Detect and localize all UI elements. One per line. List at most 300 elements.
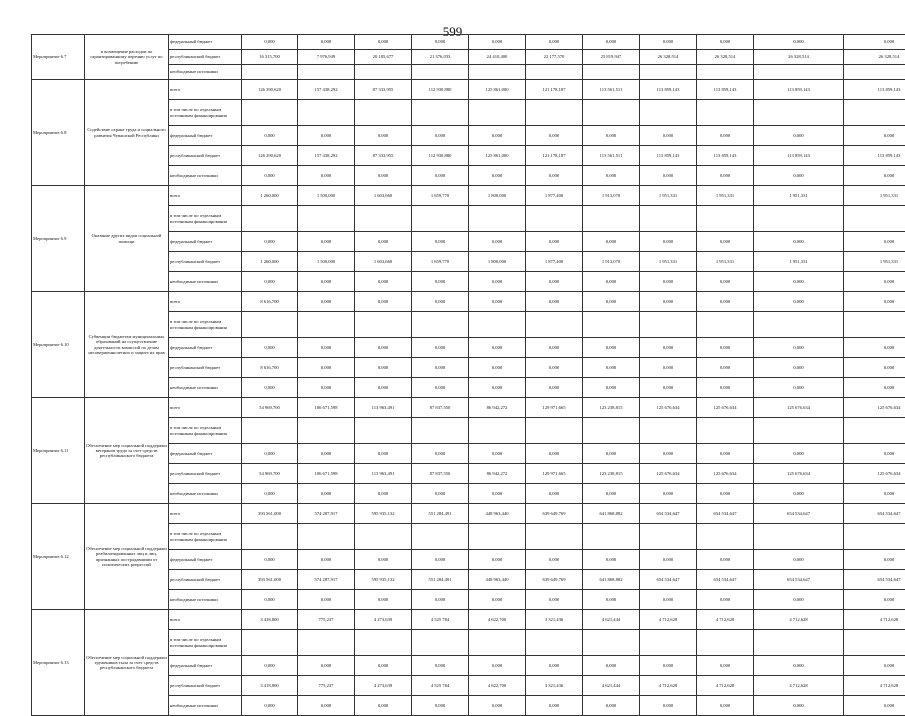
amount-cell: 0,000: [469, 166, 526, 186]
amount-cell: 0,000: [469, 272, 526, 292]
amount-cell: 125 861,000: [469, 146, 526, 166]
amount-cell: 4 712,628: [697, 676, 754, 696]
amount-cell: 4 712,628: [754, 676, 844, 696]
amount-cell: [355, 524, 412, 550]
amount-cell: 1 659,770: [412, 252, 469, 272]
amount-cell: [640, 524, 697, 550]
amount-cell: [412, 206, 469, 232]
amount-cell: 87 837,550: [412, 464, 469, 484]
amount-cell: 0,000: [844, 484, 905, 504]
amount-cell: 0,000: [697, 484, 754, 504]
amount-cell: 0,000: [242, 166, 298, 186]
funding-source: в том числе по отдельным источникам финансирования: [169, 100, 242, 126]
amount-cell: [242, 100, 298, 126]
amount-cell: 0,000: [355, 696, 412, 716]
amount-cell: 0,000: [469, 550, 526, 570]
amount-cell: 0,000: [298, 35, 355, 50]
amount-cell: 0,000: [355, 378, 412, 398]
amount-cell: 0,000: [412, 166, 469, 186]
amount-cell: 0,000: [526, 550, 583, 570]
amount-cell: 0,000: [526, 590, 583, 610]
amount-cell: 0,000: [469, 696, 526, 716]
amount-cell: 0,000: [844, 444, 905, 464]
funding-source: республиканский бюджет: [169, 464, 242, 484]
amount-cell: 25 819,947: [583, 50, 640, 65]
amount-cell: 54 969,700: [242, 398, 298, 418]
amount-cell: 0,000: [242, 550, 298, 570]
amount-cell: 126 390,620: [242, 146, 298, 166]
amount-cell: [526, 630, 583, 656]
amount-cell: 393 561,000: [242, 504, 298, 524]
amount-cell: [583, 630, 640, 656]
amount-cell: 26 328,514: [697, 50, 754, 65]
table-row: [32, 292, 905, 312]
amount-cell: 0,000: [697, 444, 754, 464]
table-row: [32, 80, 905, 100]
table-row: [32, 35, 905, 50]
amount-cell: 0,000: [412, 378, 469, 398]
amount-cell: 0,000: [754, 232, 844, 252]
funding-source: в том числе по отдельным источникам финансирования: [169, 630, 242, 656]
amount-cell: 0,000: [242, 338, 298, 358]
amount-cell: [469, 418, 526, 444]
amount-cell: [844, 418, 905, 444]
amount-cell: [412, 65, 469, 80]
amount-cell: 0,000: [526, 292, 583, 312]
amount-cell: [583, 206, 640, 232]
funding-source: федеральный бюджет: [169, 232, 242, 252]
amount-cell: 0,000: [697, 35, 754, 50]
amount-cell: 8 616,700: [242, 358, 298, 378]
amount-cell: 86 942,272: [469, 464, 526, 484]
page-number: 599: [0, 24, 905, 40]
amount-cell: 0,000: [242, 696, 298, 716]
amount-cell: [355, 418, 412, 444]
amount-cell: 0,000: [583, 444, 640, 464]
amount-cell: 0,000: [355, 272, 412, 292]
amount-cell: 0,000: [844, 358, 905, 378]
funding-source: всего: [169, 186, 242, 206]
amount-cell: 641 868,882: [583, 570, 640, 590]
table-row: [32, 186, 905, 206]
amount-cell: 0,000: [526, 126, 583, 146]
amount-cell: 26 328,514: [844, 50, 905, 65]
amount-cell: 0,000: [697, 358, 754, 378]
amount-cell: 157 438,292: [298, 80, 355, 100]
amount-cell: [412, 630, 469, 656]
amount-cell: 0,000: [469, 358, 526, 378]
amount-cell: [526, 312, 583, 338]
amount-cell: [242, 418, 298, 444]
amount-cell: 0,000: [640, 232, 697, 252]
amount-cell: 0,000: [754, 358, 844, 378]
amount-cell: 125 676,634: [754, 464, 844, 484]
measure-name: Мероприятие 6.7: [32, 35, 85, 80]
amount-cell: [526, 418, 583, 444]
amount-cell: 1 603,660: [355, 186, 412, 206]
amount-cell: [355, 206, 412, 232]
amount-cell: 0,000: [526, 358, 583, 378]
amount-cell: 1 913,070: [583, 252, 640, 272]
amount-cell: 113 859,143: [754, 146, 844, 166]
amount-cell: 0,000: [298, 590, 355, 610]
amount-cell: 0,000: [583, 696, 640, 716]
funding-source: республиканский бюджет: [169, 50, 242, 65]
amount-cell: 0,000: [583, 550, 640, 570]
funding-source: необходимые источники: [169, 166, 242, 186]
amount-cell: 125 861,000: [469, 80, 526, 100]
amount-cell: [298, 524, 355, 550]
amount-cell: [754, 206, 844, 232]
amount-cell: 0,000: [242, 378, 298, 398]
funding-source: необходимые источники: [169, 65, 242, 80]
amount-cell: 0,000: [412, 272, 469, 292]
amount-cell: 639 649,769: [526, 504, 583, 524]
amount-cell: 4 712,628: [640, 676, 697, 696]
table-row: [32, 610, 905, 630]
amount-cell: 1 500,000: [298, 186, 355, 206]
amount-cell: 0,000: [412, 550, 469, 570]
amount-cell: 0,000: [298, 272, 355, 292]
amount-cell: 641 868,882: [583, 504, 640, 524]
amount-cell: 0,000: [298, 656, 355, 676]
amount-cell: [697, 524, 754, 550]
amount-cell: [469, 312, 526, 338]
amount-cell: [844, 100, 905, 126]
amount-cell: 0,000: [640, 292, 697, 312]
amount-cell: 0,000: [355, 126, 412, 146]
amount-cell: 0,000: [844, 292, 905, 312]
amount-cell: 54 969,700: [242, 464, 298, 484]
amount-cell: 0,000: [844, 232, 905, 252]
measure-description: Субвенции бюджетам муниципальных образований на осуществление деятельности комиссий по делам несовершеннолетних и защите их прав: [85, 292, 169, 398]
amount-cell: 1 800,000: [469, 186, 526, 206]
amount-cell: [583, 418, 640, 444]
amount-cell: 1 951,331: [697, 252, 754, 272]
measure-name: Мероприятие 6.8: [32, 80, 85, 186]
amount-cell: 113 963,491: [355, 398, 412, 418]
measure-name: Мероприятие 6.11: [32, 398, 85, 504]
amount-cell: 0,000: [412, 358, 469, 378]
funding-source: необходимые источники: [169, 272, 242, 292]
measure-description: и возмещение расходов по гарантированному перечню услуг по погребению: [85, 35, 169, 80]
amount-cell: 0,000: [526, 166, 583, 186]
amount-cell: 0,000: [640, 358, 697, 378]
amount-cell: 0,000: [754, 292, 844, 312]
measure-name: Мероприятие 6.12: [32, 504, 85, 610]
amount-cell: 3 418,800: [242, 610, 298, 630]
amount-cell: 26 328,514: [754, 50, 844, 65]
amount-cell: 1 913,070: [583, 186, 640, 206]
amount-cell: 16 315,700: [242, 50, 298, 65]
amount-cell: 0,000: [640, 484, 697, 504]
amount-cell: [844, 630, 905, 656]
amount-cell: [583, 524, 640, 550]
amount-cell: 551 284,491: [412, 504, 469, 524]
amount-cell: 20 185,677: [355, 50, 412, 65]
amount-cell: [844, 524, 905, 550]
funding-source: всего: [169, 504, 242, 524]
amount-cell: 0,000: [242, 126, 298, 146]
amount-cell: [697, 65, 754, 80]
amount-cell: 0,000: [583, 232, 640, 252]
amount-cell: 595 935,132: [355, 570, 412, 590]
amount-cell: [844, 65, 905, 80]
amount-cell: 0,000: [583, 126, 640, 146]
amount-cell: [754, 524, 844, 550]
funding-source: в том числе по отдельным источникам финансирования: [169, 312, 242, 338]
amount-cell: 0,000: [583, 378, 640, 398]
amount-cell: 0,000: [242, 444, 298, 464]
amount-cell: 0,000: [412, 656, 469, 676]
amount-cell: 0,000: [640, 35, 697, 50]
amount-cell: 595 935,132: [355, 504, 412, 524]
amount-cell: 113 859,143: [640, 146, 697, 166]
amount-cell: 125 676,634: [844, 464, 905, 484]
amount-cell: 87 333,955: [355, 80, 412, 100]
funding-source: федеральный бюджет: [169, 35, 242, 50]
amount-cell: 0,000: [526, 338, 583, 358]
amount-cell: 0,000: [355, 550, 412, 570]
amount-cell: [844, 206, 905, 232]
amount-cell: 4 712,628: [697, 610, 754, 630]
amount-cell: 4 712,628: [754, 610, 844, 630]
amount-cell: 0,000: [754, 444, 844, 464]
amount-cell: 0,000: [469, 338, 526, 358]
amount-cell: [412, 100, 469, 126]
amount-cell: 113 859,143: [754, 80, 844, 100]
amount-cell: 0,000: [298, 378, 355, 398]
amount-cell: 0,000: [640, 550, 697, 570]
amount-cell: 0,000: [242, 656, 298, 676]
funding-source: республиканский бюджет: [169, 252, 242, 272]
amount-cell: 1 260,000: [242, 186, 298, 206]
amount-cell: [526, 524, 583, 550]
amount-cell: 0,000: [697, 378, 754, 398]
amount-cell: 0,000: [697, 166, 754, 186]
amount-cell: [754, 65, 844, 80]
amount-cell: 0,000: [298, 358, 355, 378]
amount-cell: 393 561,000: [242, 570, 298, 590]
amount-cell: 0,000: [526, 378, 583, 398]
amount-cell: 0,000: [355, 35, 412, 50]
amount-cell: 0,000: [844, 656, 905, 676]
amount-cell: 0,000: [469, 590, 526, 610]
amount-cell: [242, 206, 298, 232]
amount-cell: 121 178,187: [526, 80, 583, 100]
amount-cell: 1 877,400: [526, 186, 583, 206]
amount-cell: 4 622,700: [469, 676, 526, 696]
amount-cell: 1 951,331: [844, 252, 905, 272]
amount-cell: 0,000: [844, 126, 905, 146]
amount-cell: 0,000: [242, 35, 298, 50]
amount-cell: 0,000: [844, 550, 905, 570]
amount-cell: [469, 65, 526, 80]
amount-cell: 0,000: [754, 126, 844, 146]
amount-cell: 113 859,143: [697, 146, 754, 166]
amount-cell: 125 676,634: [754, 398, 844, 418]
amount-cell: [754, 630, 844, 656]
amount-cell: 0,000: [355, 484, 412, 504]
amount-cell: 775,237: [298, 610, 355, 630]
funding-source: необходимые источники: [169, 484, 242, 504]
amount-cell: 0,000: [355, 358, 412, 378]
amount-cell: 639 649,769: [526, 570, 583, 590]
amount-cell: 0,000: [754, 484, 844, 504]
amount-cell: 4 621,444: [583, 676, 640, 696]
amount-cell: 0,000: [469, 35, 526, 50]
amount-cell: 3 418,800: [242, 676, 298, 696]
amount-cell: 448 963,440: [469, 570, 526, 590]
amount-cell: 0,000: [242, 272, 298, 292]
amount-cell: 113 859,143: [640, 80, 697, 100]
amount-cell: [583, 100, 640, 126]
amount-cell: [355, 100, 412, 126]
funding-source: всего: [169, 610, 242, 630]
amount-cell: 0,000: [526, 232, 583, 252]
amount-cell: 113 963,491: [355, 464, 412, 484]
amount-cell: 0,000: [640, 696, 697, 716]
amount-cell: [583, 65, 640, 80]
amount-cell: 125 676,634: [640, 398, 697, 418]
amount-cell: [355, 312, 412, 338]
amount-cell: 1 951,331: [754, 186, 844, 206]
amount-cell: [754, 312, 844, 338]
amount-cell: [583, 312, 640, 338]
amount-cell: 125 676,634: [640, 464, 697, 484]
amount-cell: [242, 630, 298, 656]
amount-cell: 1 951,331: [697, 186, 754, 206]
amount-cell: 654 534,647: [754, 504, 844, 524]
amount-cell: 654 534,647: [640, 570, 697, 590]
amount-cell: 0,000: [697, 550, 754, 570]
funding-source: в том числе по отдельным источникам финансирования: [169, 418, 242, 444]
amount-cell: 0,000: [583, 484, 640, 504]
amount-cell: 106 671,598: [298, 398, 355, 418]
amount-cell: 0,000: [469, 484, 526, 504]
amount-cell: 0,000: [298, 338, 355, 358]
amount-cell: 0,000: [412, 444, 469, 464]
amount-cell: 0,000: [355, 166, 412, 186]
funding-source: федеральный бюджет: [169, 444, 242, 464]
measure-name: Мероприятие 6.10: [32, 292, 85, 398]
amount-cell: 574 287,917: [298, 504, 355, 524]
amount-cell: 654 534,647: [844, 504, 905, 524]
amount-cell: 1 951,331: [640, 252, 697, 272]
amount-cell: [697, 630, 754, 656]
amount-cell: 0,000: [754, 550, 844, 570]
amount-cell: 448 963,440: [469, 504, 526, 524]
amount-cell: 0,000: [355, 292, 412, 312]
amount-cell: 1 951,331: [754, 252, 844, 272]
amount-cell: 0,000: [844, 338, 905, 358]
table-row: [32, 504, 905, 524]
amount-cell: 8 616,700: [242, 292, 298, 312]
amount-cell: 0,000: [754, 696, 844, 716]
amount-cell: [640, 100, 697, 126]
amount-cell: 0,000: [640, 126, 697, 146]
amount-cell: 0,000: [640, 590, 697, 610]
amount-cell: 0,000: [526, 272, 583, 292]
amount-cell: 0,000: [583, 338, 640, 358]
funding-source: в том числе по отдельным источникам финансирования: [169, 206, 242, 232]
amount-cell: 113 561,511: [583, 146, 640, 166]
amount-cell: 24 410,400: [469, 50, 526, 65]
amount-cell: 0,000: [355, 444, 412, 464]
amount-cell: [640, 206, 697, 232]
amount-cell: [526, 100, 583, 126]
amount-cell: 125 676,634: [697, 464, 754, 484]
amount-cell: [640, 630, 697, 656]
amount-cell: 0,000: [583, 35, 640, 50]
amount-cell: 0,000: [583, 292, 640, 312]
amount-cell: [754, 100, 844, 126]
measure-name: Мероприятие 6.9: [32, 186, 85, 292]
amount-cell: 0,000: [526, 484, 583, 504]
amount-cell: [412, 418, 469, 444]
amount-cell: 0,000: [526, 656, 583, 676]
amount-cell: 654 534,647: [640, 504, 697, 524]
amount-cell: 21 376,033: [412, 50, 469, 65]
amount-cell: 0,000: [469, 378, 526, 398]
amount-cell: 0,000: [469, 292, 526, 312]
amount-cell: [298, 630, 355, 656]
amount-cell: 1 603,660: [355, 252, 412, 272]
amount-cell: 0,000: [844, 166, 905, 186]
amount-cell: 0,000: [298, 232, 355, 252]
amount-cell: 0,000: [583, 590, 640, 610]
amount-cell: 3 321,436: [526, 610, 583, 630]
amount-cell: 0,000: [469, 656, 526, 676]
amount-cell: [640, 312, 697, 338]
amount-cell: 0,000: [298, 696, 355, 716]
budget-table: [31, 34, 905, 716]
amount-cell: 574 287,917: [298, 570, 355, 590]
amount-cell: [697, 100, 754, 126]
amount-cell: 106 671,598: [298, 464, 355, 484]
measure-description: Обеспечение мер социальной поддержки реабилитированных лиц и лиц, признанных пострадавшими от политических репрессий: [85, 504, 169, 610]
amount-cell: 0,000: [844, 35, 905, 50]
amount-cell: 0,000: [640, 656, 697, 676]
amount-cell: [355, 630, 412, 656]
amount-cell: 0,000: [242, 232, 298, 252]
amount-cell: 0,000: [412, 292, 469, 312]
amount-cell: 0,000: [298, 292, 355, 312]
amount-cell: 4 273,639: [355, 610, 412, 630]
amount-cell: 0,000: [412, 590, 469, 610]
funding-source: всего: [169, 292, 242, 312]
amount-cell: [469, 206, 526, 232]
amount-cell: 0,000: [640, 338, 697, 358]
amount-cell: 0,000: [355, 656, 412, 676]
amount-cell: 0,000: [697, 656, 754, 676]
amount-cell: 4 525 784: [412, 610, 469, 630]
amount-cell: 1 951,331: [844, 186, 905, 206]
amount-cell: 0,000: [844, 696, 905, 716]
amount-cell: 0,000: [844, 378, 905, 398]
amount-cell: 0,000: [355, 338, 412, 358]
amount-cell: 0,000: [583, 272, 640, 292]
amount-cell: 87 333,955: [355, 146, 412, 166]
amount-cell: [844, 312, 905, 338]
amount-cell: 113 859,143: [697, 80, 754, 100]
amount-cell: 0,000: [412, 126, 469, 146]
amount-cell: 0,000: [697, 232, 754, 252]
amount-cell: [298, 312, 355, 338]
amount-cell: 0,000: [355, 232, 412, 252]
amount-cell: [697, 312, 754, 338]
amount-cell: 0,000: [697, 126, 754, 146]
